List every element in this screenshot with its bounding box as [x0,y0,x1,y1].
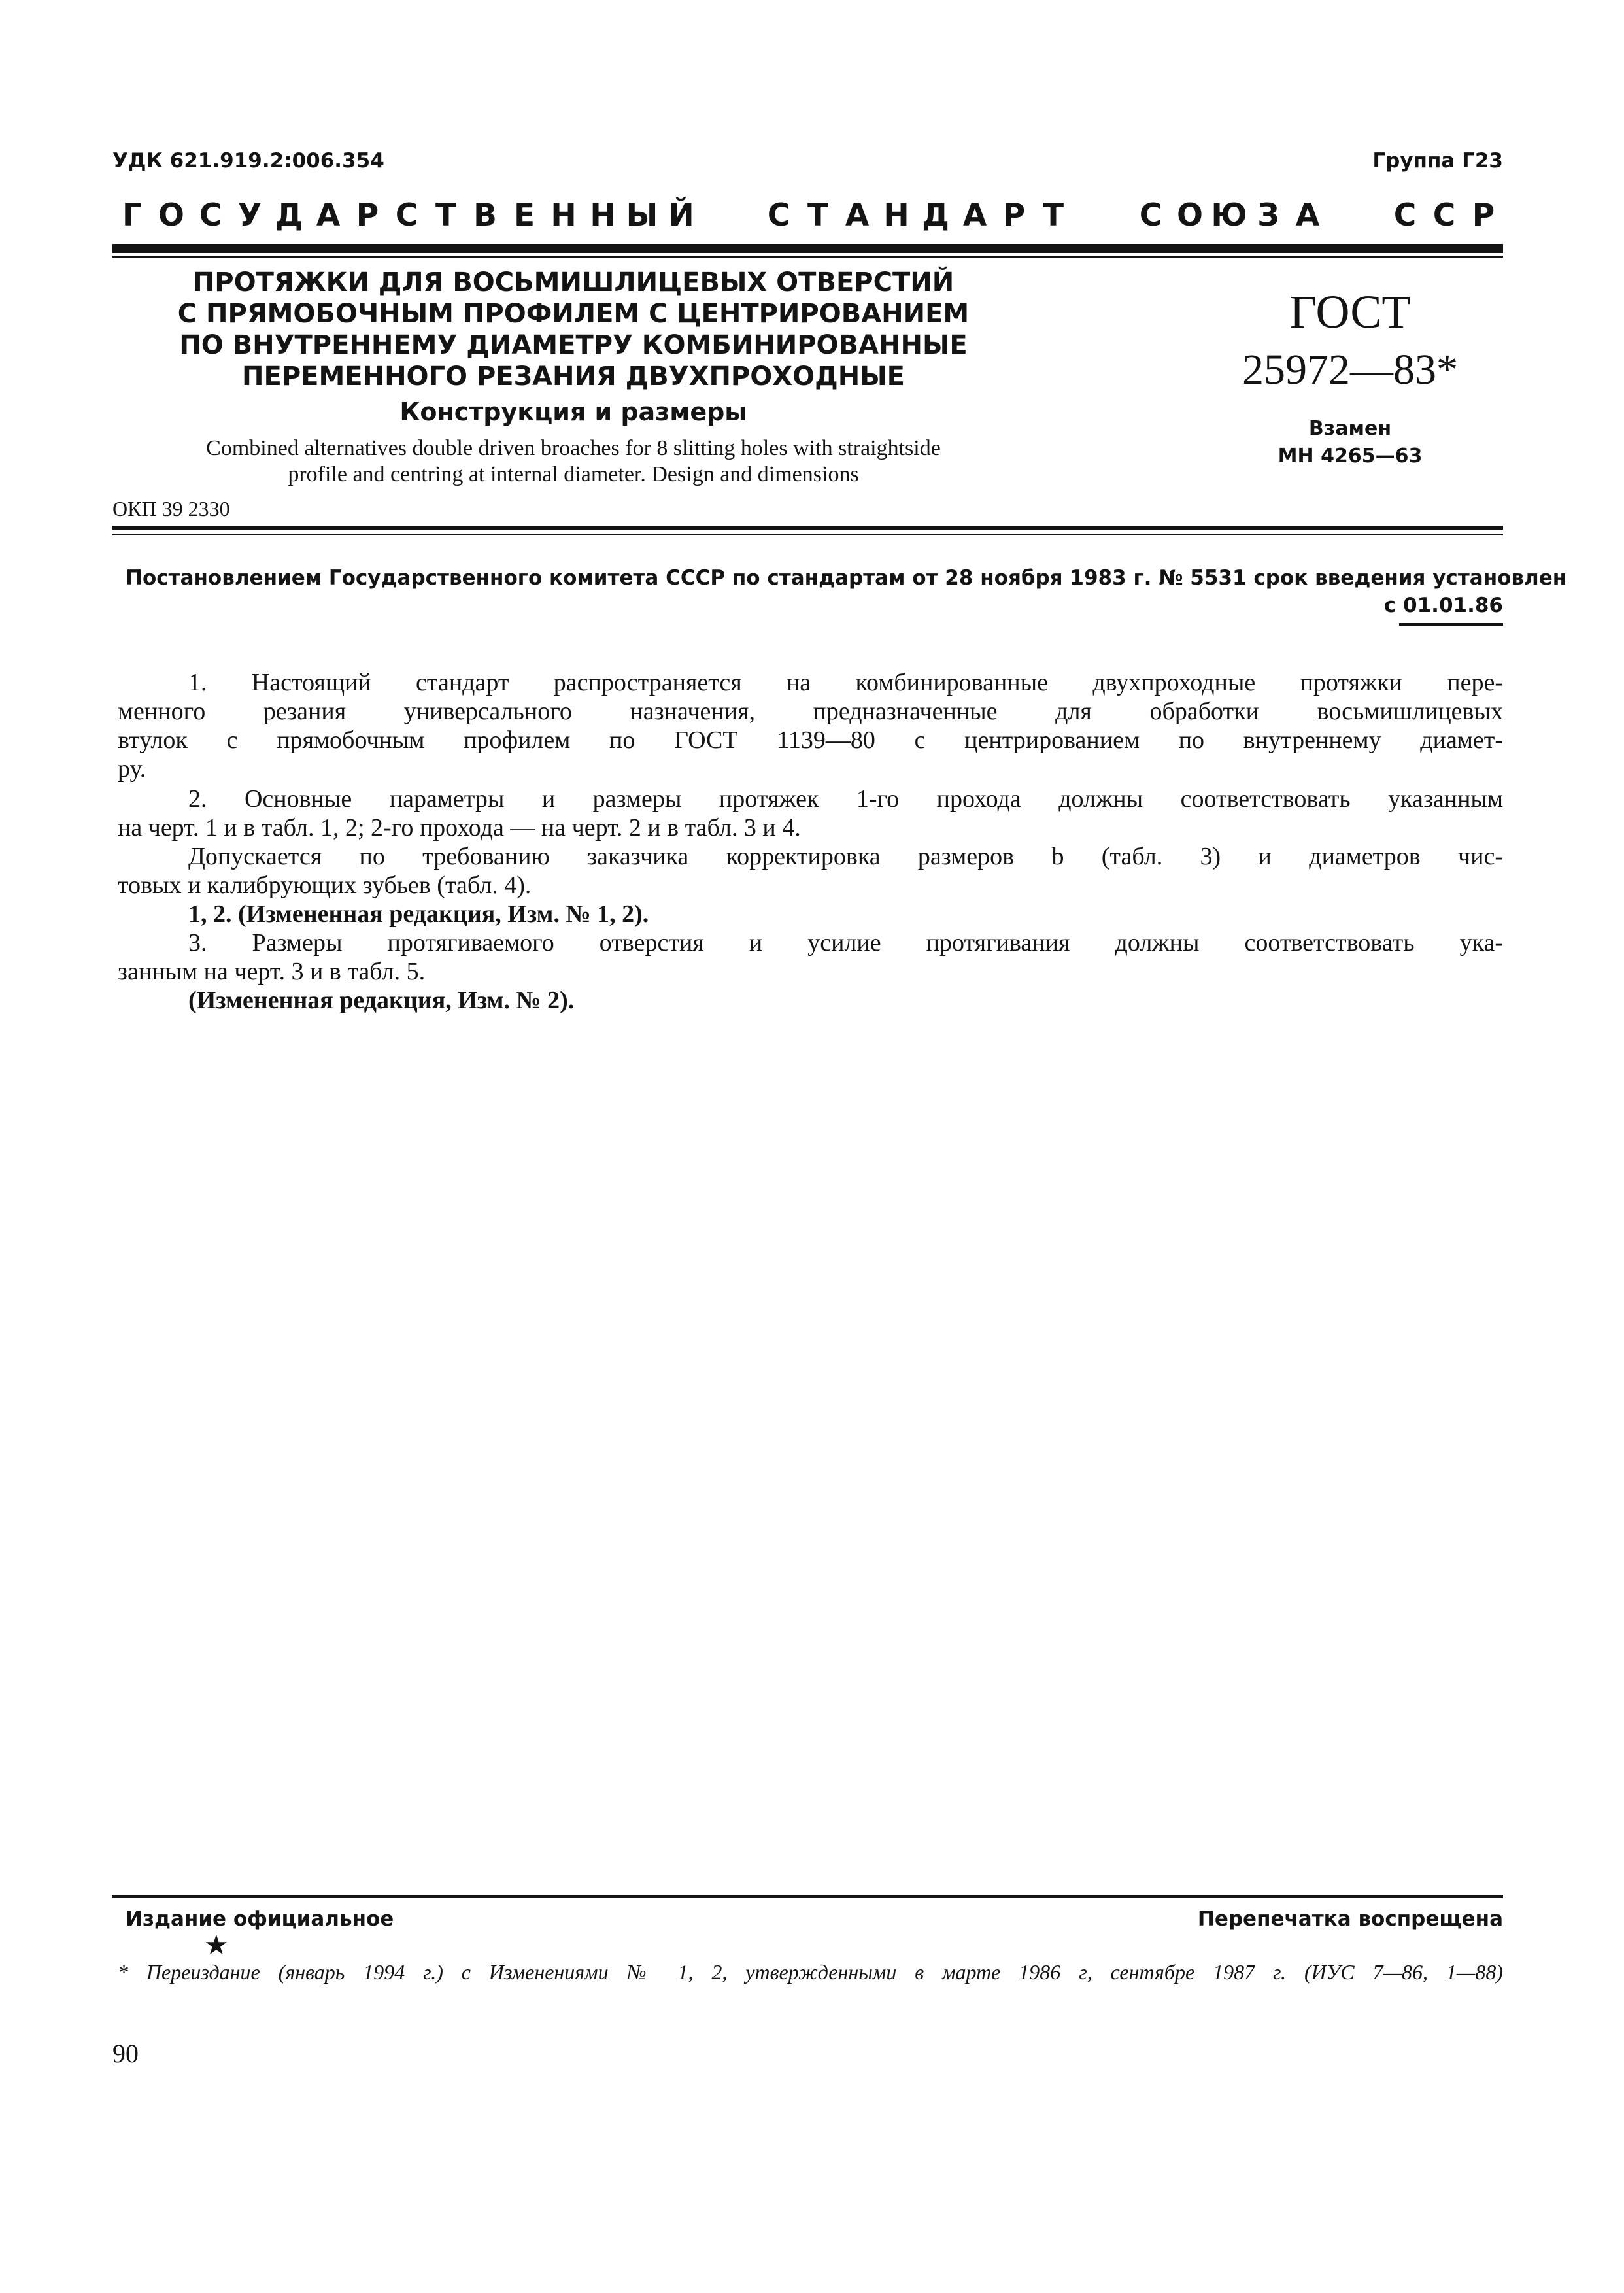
state-standard-word: С С Р [1393,197,1495,233]
text-line: менного резания универсального назначения, предназначенные для обработки восьмишлицевых [118,698,1503,725]
text-line: ру. [118,755,146,783]
group-code: Группа Г23 [1372,149,1503,173]
amendment-note-1: 1, 2. (Измененная редакция, Изм. № 1, 2). [188,900,649,928]
text-line: на черт. 1 и в табл. 1, 2; 2-го прохода — на черт. 2 и в табл. 3 и 4. [118,814,801,841]
text-line: втулок с прямобочным профилем по ГОСТ 1139—80 с центрированием по внутреннему диамет- [118,726,1503,754]
gost-number: 25972—83* [1242,346,1458,394]
title-rule-thick [112,526,1503,530]
page-number: 90 [112,2039,139,2068]
gost-label: ГОСТ [1289,286,1411,338]
document-title [112,267,1034,392]
text-line: товых и калибрующих зубьев (табл. 4). [118,872,532,899]
header-rule-thin [112,256,1503,258]
decree-date-underline [1399,623,1503,626]
document-subtitle: Конструкция и размеры [399,398,747,426]
text-line: 2. Основные параметры и размеры протяжек 1-го прохода должны соответствовать указанным [188,785,1503,813]
replaces-label: Взамен [1308,417,1392,440]
footer-rule [112,1895,1503,1898]
english-title-line: profile and centring at internal diameter. Design and dimensions [288,462,859,486]
header-rule-thick [112,244,1503,253]
state-standard-word: С О Ю З А [1139,197,1320,233]
text-line: 1. Настоящий стандарт распространяется на комбинированные двухпроходные протяжки пере- [188,669,1503,696]
text-line: 3. Размеры протягиваемого отверстия и усилие протягивания должны соответствовать ука- [188,929,1503,957]
title-line: ПЕРЕМЕННОГО РЕЗАНИЯ ДВУХПРОХОДНЫЕ [242,362,905,392]
star-icon: ★ [204,1931,229,1961]
title-rule-thin [112,534,1503,535]
paragraph-4 [118,928,1503,986]
english-title [112,435,1034,488]
title-line: ПРОТЯЖКИ ДЛЯ ВОСЬМИШЛИЦЕВЫХ ОТВЕРСТИЙ [192,267,955,297]
state-standard-word: С Т А Н Д А Р Т [767,197,1064,233]
text-line: занным на черт. 3 и в табл. 5. [118,958,426,985]
paragraph-1 [118,668,1503,783]
decree-date: с 01.01.86 [1383,594,1503,617]
title-line: ПО ВНУТРЕННЕМУ ДИАМЕТРУ КОМБИНИРОВАННЫЕ [179,330,968,360]
paragraph-3 [118,842,1503,900]
english-title-line: Combined alternatives double driven broaches for 8 slitting holes with straightside [206,436,941,460]
okp-code: ОКП 39 2330 [112,497,230,520]
text-line: Допускается по требованию заказчика корректировка размеров b (табл. 3) и диаметров чис- [188,843,1503,870]
footnote: * Переиздание (январь 1994 г.) с Изменениями № 1, 2, утвержденными в марте 1986 г, сентябре 1987 г. (ИУС 7—86, 1—88) [118,1960,1503,1984]
udk-code: УДК 621.919.2:006.354 [112,149,384,173]
reprint-notice: Перепечатка воспрещена [1197,1907,1503,1931]
amendment-note-2: (Измененная редакция, Изм. № 2). [188,987,575,1014]
title-line: С ПРЯМОБОЧНЫМ ПРОФИЛЕМ С ЦЕНТРИРОВАНИЕМ [177,299,970,329]
decree-text: Постановлением Государственного комитета СССР по стандартам от 28 ноября 1983 г. № 5531 срок введения установлен [126,566,1567,590]
edition-label: Издание официальное [126,1907,394,1931]
state-standard-word: Г О С У Д А Р С Т В Е Н Н Ы Й [122,197,694,233]
replaces-value: МН 4265—63 [1277,445,1423,467]
state-standard-heading [112,197,1503,233]
paragraph-2 [118,785,1503,842]
